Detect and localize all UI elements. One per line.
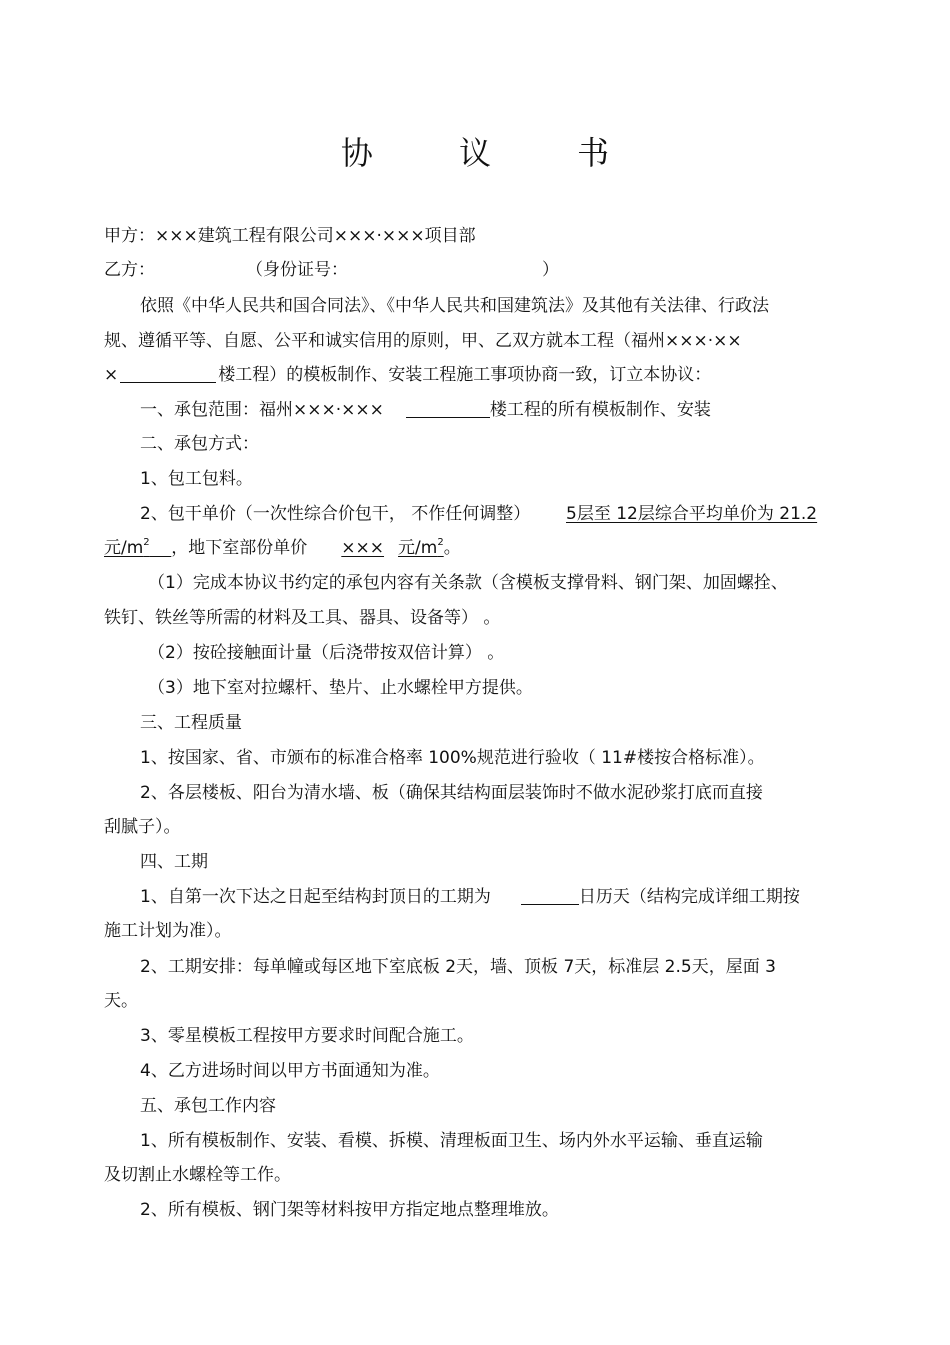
document-title: 协 议 书 — [340, 134, 648, 172]
section-5-item-1a: 1、所有模板制作、安装、看模、拆模、清理板面卫生、场内外水平运输、垂直运输 — [140, 1131, 763, 1151]
period: 。 — [443, 538, 461, 558]
section-2-item-2 — [140, 502, 530, 526]
party-a: 甲方：×××建筑工程有限公司×××·×××项目部 — [104, 226, 476, 246]
section-4-heading: 四、工期 — [140, 852, 208, 872]
section-5-heading: 五、承包工作内容 — [140, 1096, 276, 1116]
section-1b: 楼工程的所有模板制作、安装 — [489, 400, 711, 420]
section-3-item-2a: 2、各层楼板、阳台为清水墙、板（确保其结构面层装饰时不做水泥砂浆打底而直接 — [140, 783, 763, 803]
section-4-item-1c: 施工计划为准）。 — [104, 921, 232, 941]
section-2-heading: 二、承包方式： — [140, 434, 259, 454]
section-4-item-2a: 2、工期安排：每单幢或每区地下室底板 2天，墙、顶板 7天，标准层 2.5天，屋面 3 — [140, 957, 776, 977]
section-5-item-2: 2、所有模板、钢门架等材料按甲方指定地点整理堆放。 — [140, 1200, 559, 1220]
unit-2 — [398, 538, 444, 558]
intro-line-3a: × — [104, 365, 119, 385]
unit-1-sup: 2 — [143, 537, 150, 548]
section-2-item-2-price — [552, 502, 817, 526]
section-4-item-1b: 日历天（结构完成详细工期按 — [578, 887, 800, 907]
section-3-item-1: 1、按国家、省、市颁布的标准合格率 100%规范进行验收（ 11#楼按合格标准）。 — [140, 748, 765, 768]
section-2-sub-1a: （1）完成本协议书约定的承包内容有关条款（含模板支撑骨料、钢门架、加固螺拴、 — [148, 573, 788, 593]
price-standard: 5层至 12层综合平均单价为 21.2 — [566, 504, 818, 524]
section-1 — [140, 398, 711, 422]
section-4-item-4: 4、乙方进场时间以甲方书面通知为准。 — [140, 1061, 440, 1081]
party-b — [104, 258, 155, 282]
unit-2-sup: 2 — [437, 537, 444, 548]
section-1a: 一、承包范围：福州×××·××× — [140, 400, 384, 420]
section-5-item-1b: 及切割止水螺栓等工作。 — [104, 1165, 291, 1185]
party-b-id-close: ） — [542, 260, 559, 280]
section-4-item-3: 3、零星模板工程按甲方要求时间配合施工。 — [140, 1026, 474, 1046]
section-3-item-2b: 刮腻子）。 — [104, 817, 181, 837]
section-4-item-1a: 1、自第一次下达之日起至结构封顶日的工期为 — [140, 887, 491, 907]
section-2-sub-3: （3）地下室对拉螺杆、垫片、止水螺栓甲方提供。 — [148, 678, 533, 698]
basement-price: ××× — [341, 538, 385, 558]
section-4-item-1 — [140, 885, 800, 909]
unit-1-text: 元/m — [104, 538, 144, 558]
section-2-sub-2: （2）按砼接触面计量（后浇带按双倍计算） 。 — [148, 643, 505, 663]
intro-line-3 — [104, 363, 711, 387]
section-2-item-1: 1、包工包料。 — [140, 469, 253, 489]
basement-label: ，地下室部份单价 — [171, 538, 308, 558]
intro-line-2: 规、遵循平等、自愿、公平和诚实信用的原则，甲、乙双方就本工程（福州×××·×× — [104, 331, 742, 351]
section-3-heading: 三、工程质量 — [140, 713, 242, 733]
section-4-item-2b: 天。 — [104, 991, 138, 1011]
section-2-item-2-cont — [104, 536, 461, 560]
blank-duration — [521, 887, 579, 905]
unit-2-text: 元/m — [398, 538, 438, 558]
blank-scope — [406, 400, 490, 418]
section-2-sub-1b: 铁钉、铁丝等所需的材料及工具、器具、设备等） 。 — [104, 608, 501, 628]
intro-line-3b: 楼工程）的模板制作、安装工程施工事项协商一致，订立本协议： — [218, 365, 712, 385]
party-b-label: 乙方： — [104, 260, 155, 280]
intro-line-1: 依照《中华人民共和国合同法》、《中华人民共和国建筑法》及其他有关法律、行政法 — [140, 296, 769, 316]
section-2-item-2a: 2、包干单价（一次性综合价包干， 不作任何调整） — [140, 504, 531, 524]
unit-1 — [104, 538, 171, 558]
party-b-id: （身份证号： — [246, 260, 348, 280]
blank-building-number — [120, 365, 216, 383]
